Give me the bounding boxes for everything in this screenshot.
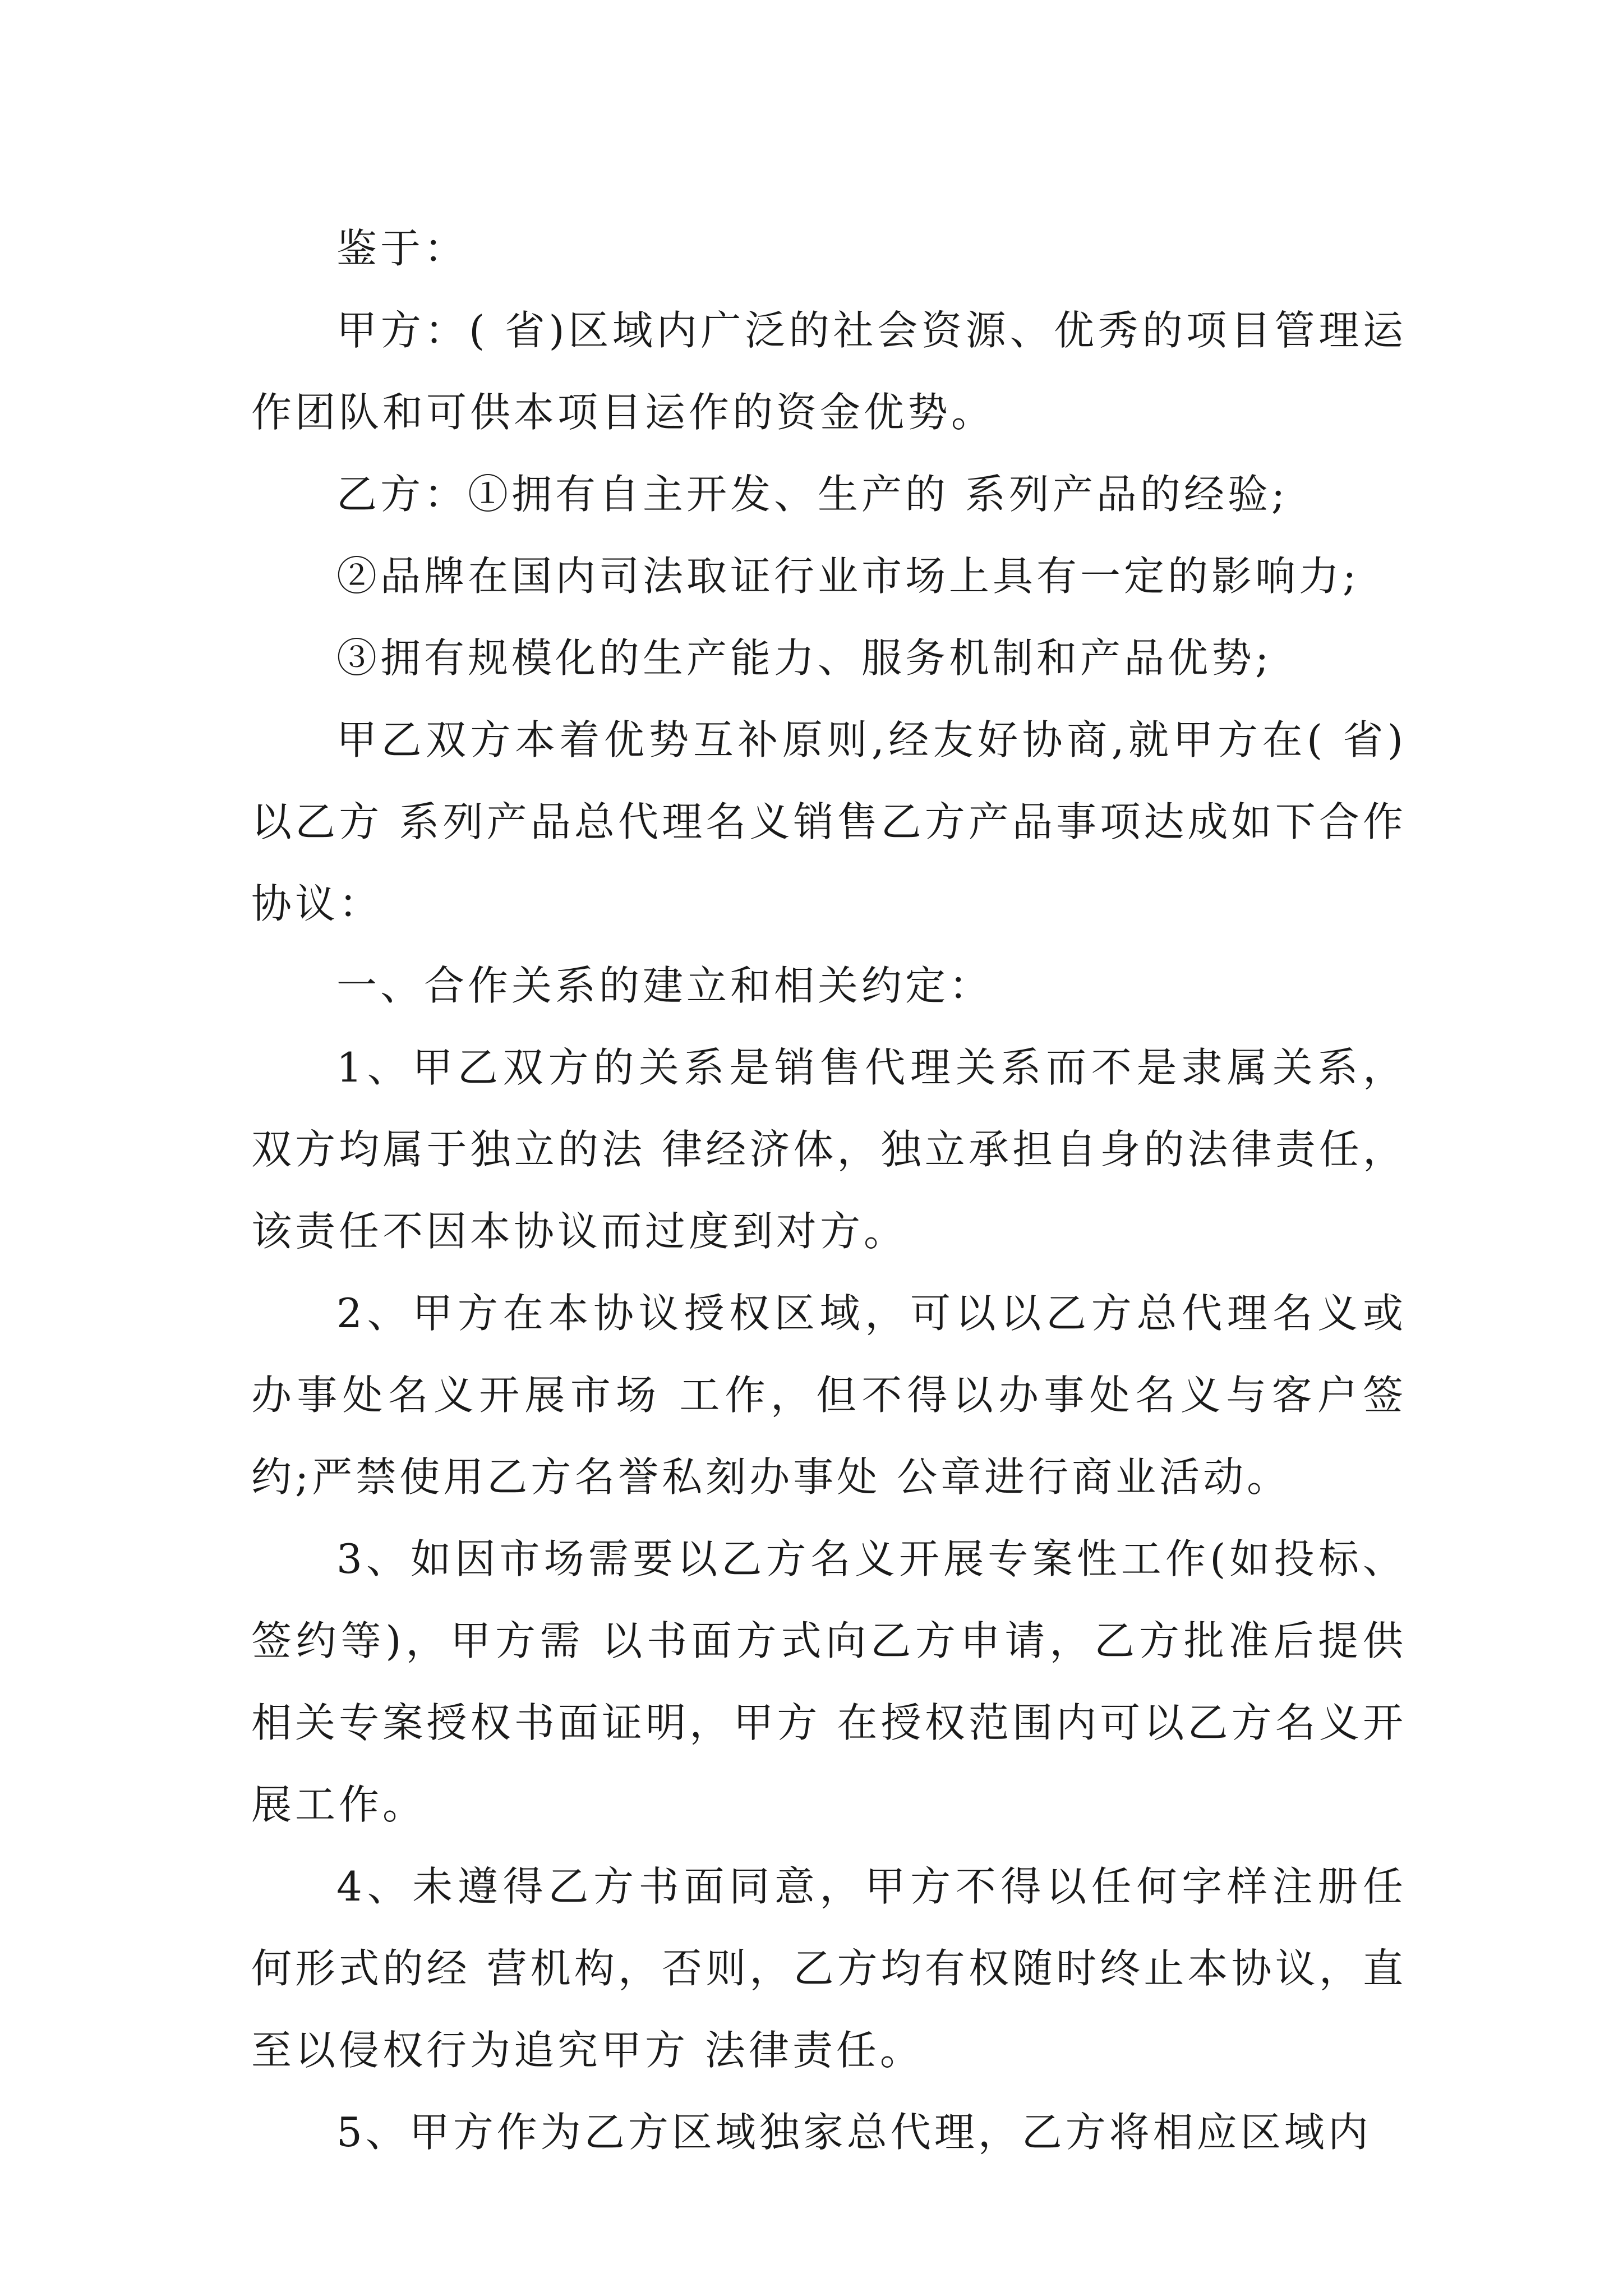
paragraph-party-b-2: ②品牌在国内司法取证行业市场上具有一定的影响力; — [336, 553, 1360, 600]
paragraph-party-b-3: ③拥有规模化的生产能力、服务机制和产品优势; — [336, 634, 1272, 682]
paragraph-intro: 鉴于： — [336, 225, 468, 272]
paragraph-party-b-1: 乙方：①拥有自主开发、生产的 系列产品的经验; — [336, 471, 1289, 518]
clause-4: 4、未遵得乙方书面同意，甲方不得以任何字样注册任何形式的经 营机构，否则，乙方均有权随时终止本协议，直至以侵权行为追究甲方 法律责任。 — [251, 1863, 1407, 2074]
clause-5: 5、甲方作为乙方区域独家总代理，乙方将相应区域内 — [336, 2109, 1372, 2156]
clause-1: 1、甲乙双方的关系是销售代理关系而不是隶属关系，双方均属于独立的法 律经济体，独立承担自身的法律责任，该责任不因本协议而过度到对方。 — [251, 1044, 1407, 1255]
section-heading-1: 一、合作关系的建立和相关约定： — [336, 962, 993, 1009]
clause-3: 3、如因市场需要以乙方名义开展专案性工作(如投标、签约等)，甲方需 以书面方式向乙方申请，乙方批准后提供相关专案授权书面证明，甲方 在授权范围内可以乙方名义开展工作。 — [251, 1535, 1407, 1828]
paragraph-party-a: 甲方：( 省)区域内广泛的社会资源、优秀的项目管理运作团队和可供本项目运作的资金优势。 — [251, 307, 1407, 436]
document-body — [251, 208, 1407, 2173]
clause-2: 2、甲方在本协议授权区域，可以以乙方总代理名义或办事处名义开展市场 工作，但不得以办事处名义与客户签约;严禁使用乙方名誉私刻办事处 公章进行商业活动。 — [251, 1290, 1407, 1501]
paragraph-agreement: 甲乙双方本着优势互补原则,经友好协商,就甲方在( 省)以乙方 系列产品总代理名义销售乙方产品事项达成如下合作协议： — [251, 716, 1407, 927]
